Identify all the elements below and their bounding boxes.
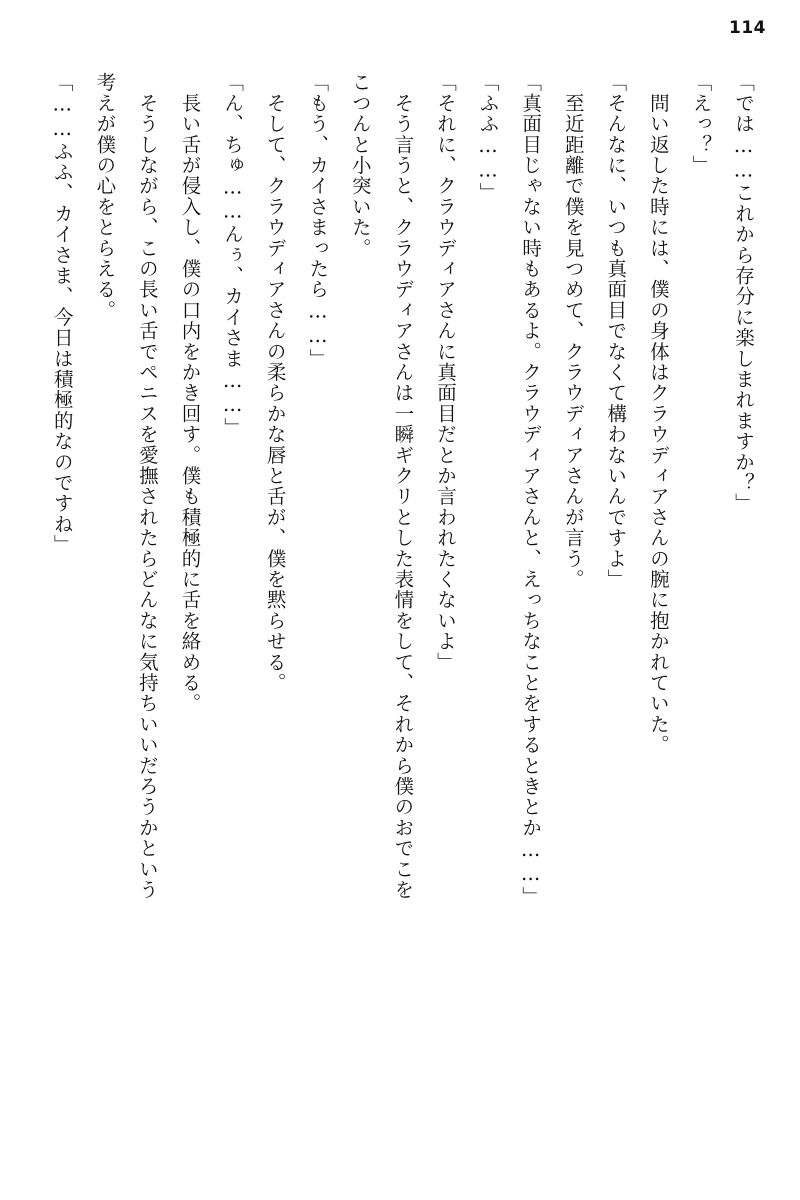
text-line: 「では……これから存分に楽しまれますか？」 <box>732 72 755 514</box>
page-number: 114 <box>729 18 766 38</box>
text-line: 「ん、ちゅ……んぅ、カイさま……」 <box>221 72 245 438</box>
text-line: 「もう、カイさまったら……」 <box>306 72 330 369</box>
text-line: そうしながら、この長い舌でペニスを愛撫されたらどんなに気持ちいいだろうかという <box>135 72 159 900</box>
text-line: 考えが僕の心をとらえる。 <box>93 72 117 321</box>
text-line: そして、クラウディアさんの柔らかな唇と舌が、僕を黙らせる。 <box>263 72 287 693</box>
text-line: 「ふふ……」 <box>476 72 500 204</box>
text-line: 「それに、クラウディアさんに真面目だとか言われたくないよ」 <box>433 72 457 673</box>
text-line: 至近距離で僕を見つめて、クラウディアさんが言う。 <box>561 72 585 590</box>
text-line: 長い舌が侵入し、僕の口内をかき回す。僕も積極的に舌を絡める。 <box>178 72 202 714</box>
text-line: こつんと小突いた。 <box>348 72 372 259</box>
text-line: 「……ふふ、カイさま、今日は積極的なのですね」 <box>50 72 74 556</box>
text-line: 「えっ？」 <box>689 72 713 176</box>
text-line: 問い返した時には、僕の身体はクラウディアさんの腕に抱かれていた。 <box>646 72 670 756</box>
text-line: 「そんなに、いつも真面目でなくて構わないんですよ」 <box>604 72 628 590</box>
page-body-text <box>38 72 762 1160</box>
text-line: そう言うと、クラウディアさんは一瞬ギクリとした表情をして、それから僕のおでこを <box>391 72 415 900</box>
text-line: 「真面目じゃない時もあるよ。クラウディアさんと、えっちなことをするときとか……」 <box>519 72 543 907</box>
